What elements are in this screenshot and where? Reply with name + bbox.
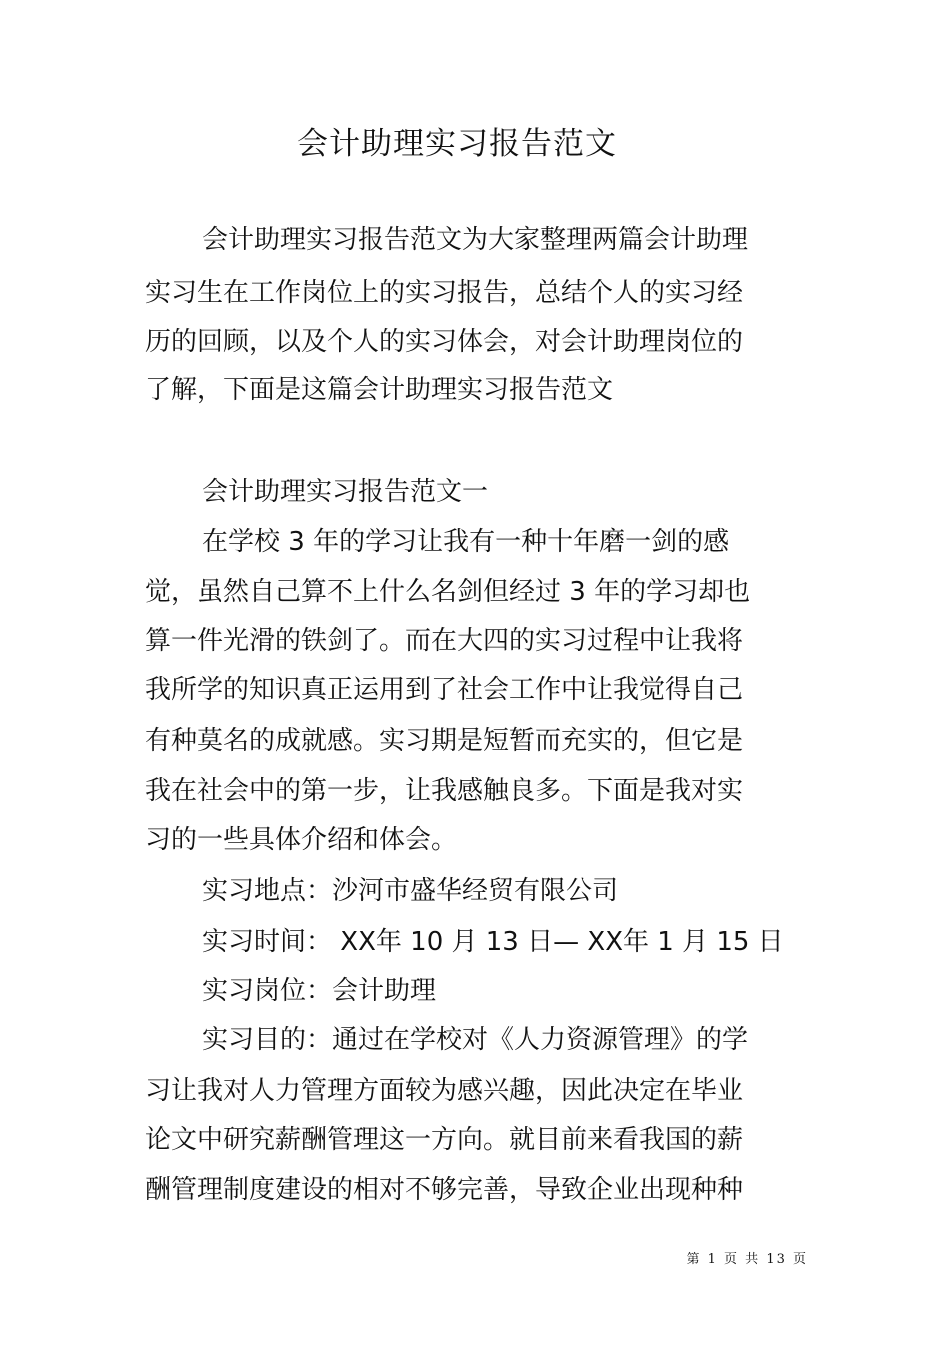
body-line-1: 在学校 3 年的学习让我有一种十年磨一剑的感 [202,527,730,557]
body-line-5: 有种莫名的成就感。实习期是短暂而充实的，但它是 [145,726,744,756]
body-line-4: 我所学的知识真正运用到了社会工作中让我觉得自己 [145,675,744,705]
body-line-3: 算一件光滑的铁剑了。而在大四的实习过程中让我将 [145,626,744,656]
section-heading: 会计助理实习报告范文一 [202,477,489,507]
body-line-7: 习的一些具体介绍和体会。 [145,825,458,855]
body-line-2: 觉，虽然自己算不上什么名剑但经过 3 年的学习却也 [145,577,751,607]
purpose-line-4: 酬管理制度建设的相对不够完善，导致企业出现种种 [145,1175,744,1205]
purpose-line-3: 论文中研究薪酬管理这一方向。就目前来看我国的薪 [145,1125,744,1155]
purpose-line-1: 实习目的：通过在学校对《人力资源管理》的学 [202,1025,749,1055]
detail-position: 实习岗位：会计助理 [202,976,437,1006]
intro-line-1: 会计助理实习报告范文为大家整理两篇会计助理 [202,225,749,255]
intro-line-3: 历的回顾，以及个人的实习体会，对会计助理岗位的 [145,327,744,357]
body-line-6: 我在社会中的第一步，让我感触良多。下面是我对实 [145,776,744,806]
document-title: 会计助理实习报告范文 [297,126,617,162]
purpose-line-2: 习让我对人力管理方面较为感兴趣，因此决定在毕业 [145,1076,744,1106]
detail-location: 实习地点：沙河市盛华经贸有限公司 [202,876,619,906]
intro-line-2: 实习生在工作岗位上的实习报告，总结个人的实习经 [145,278,744,308]
page-number: 第 1 页 共 13 页 [686,1252,808,1267]
intro-line-4: 了解，下面是这篇会计助理实习报告范文 [145,375,614,405]
detail-time: 实习时间： XX年 10 月 13 日— XX年 1 月 15 日 [202,927,784,957]
